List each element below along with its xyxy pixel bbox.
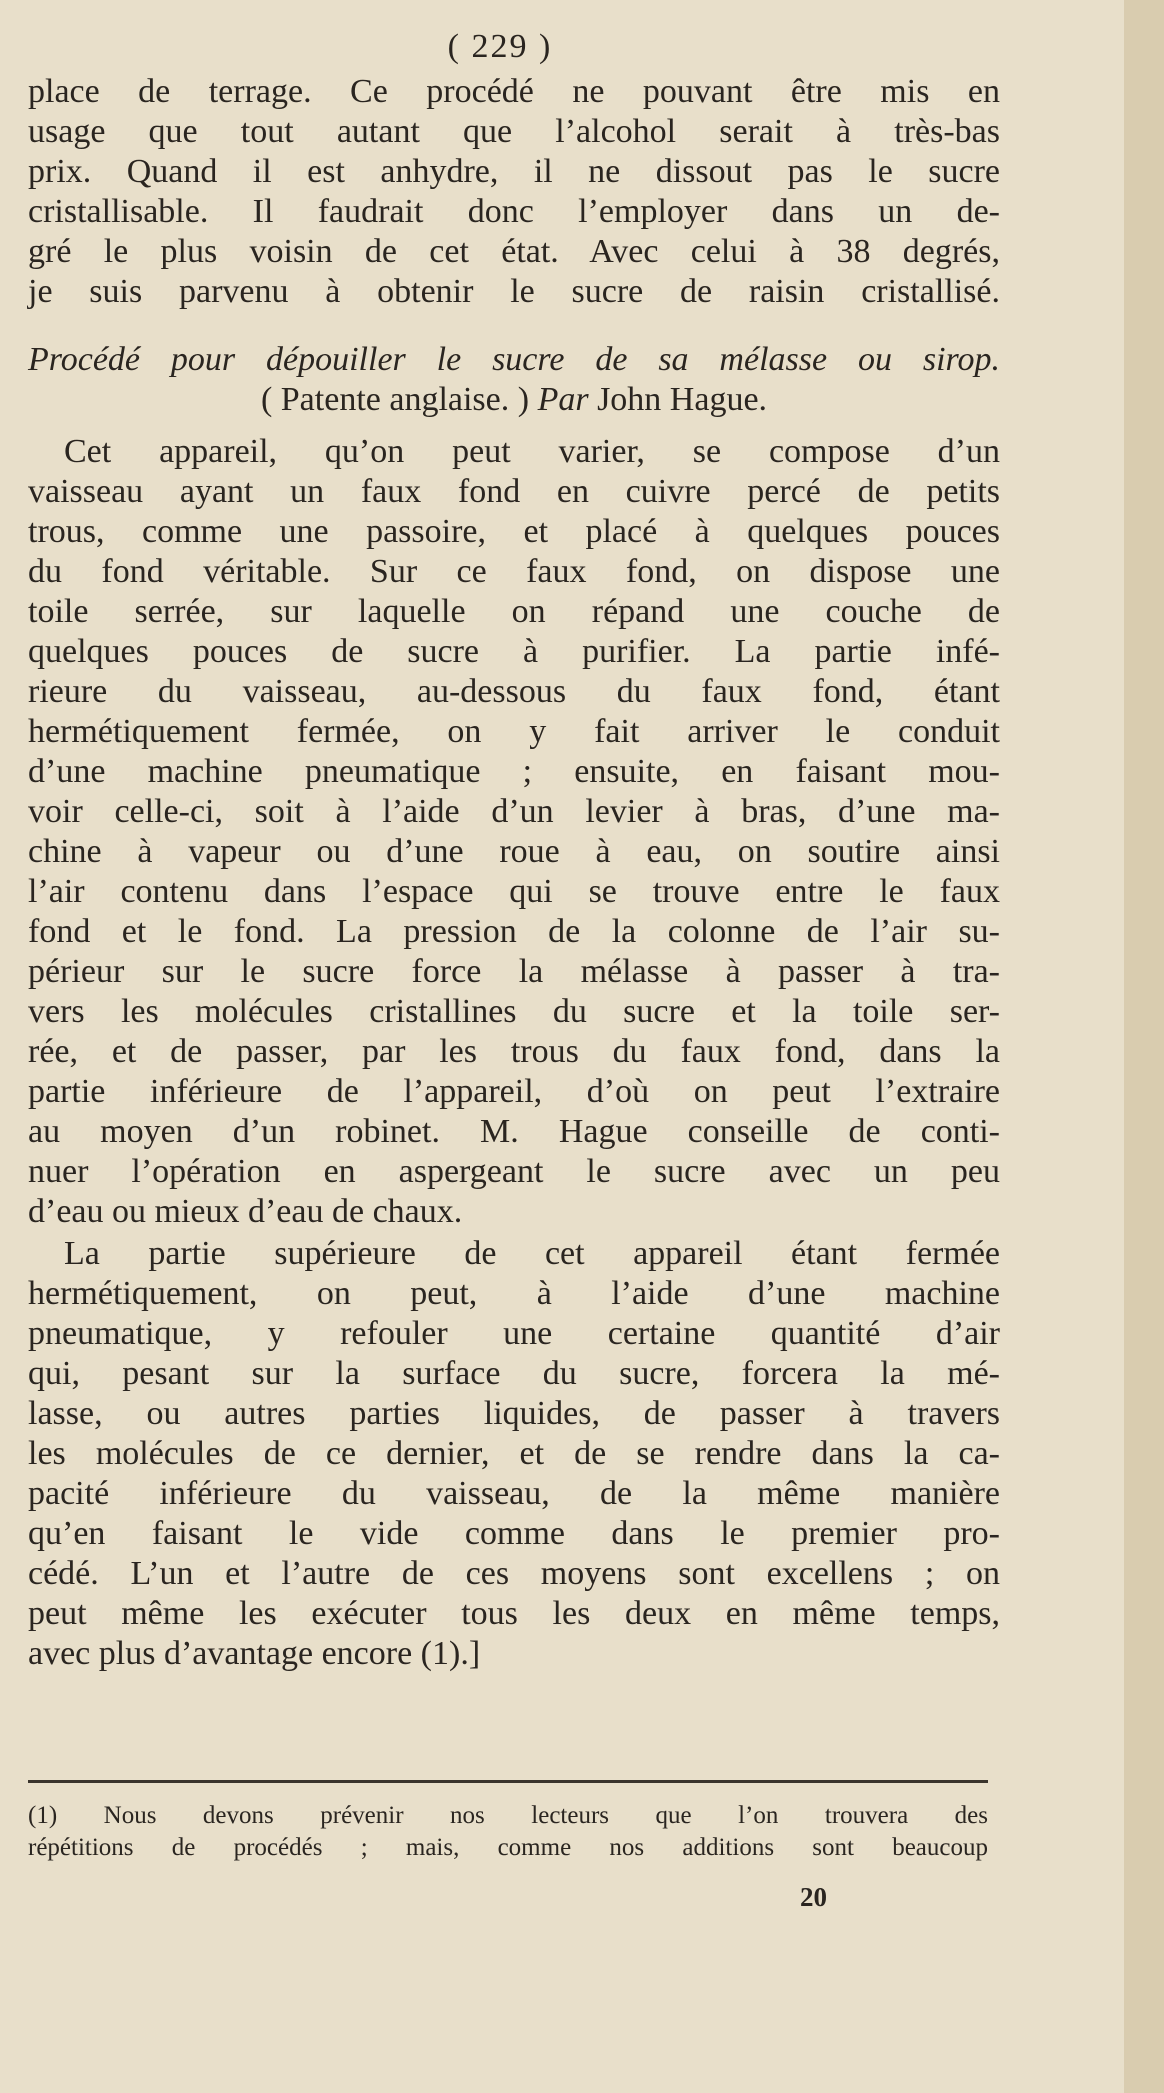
by-word: Par (537, 381, 589, 418)
text-line: hermétiquement fermée, on y fait arriver le conduit (28, 713, 1000, 750)
section-heading: Procédé pour dépouiller le sucre de sa mélasse ou sirop. (28, 341, 1000, 378)
text-line: Cet appareil, qu’on peut varier, se compose d’un (64, 433, 1000, 470)
text-line: trous, comme une passoire, et placé à quelques pouces (28, 513, 1000, 550)
text-line: d’eau ou mieux d’eau de chaux. (28, 1193, 463, 1230)
text-line: cédé. L’un et l’autre de ces moyens sont excellens ; on (28, 1555, 1000, 1592)
text-line: cristallisable. Il faudrait donc l’employer dans un de- (28, 193, 1000, 230)
text-line: je suis parvenu à obtenir le sucre de raisin cristallisé. (28, 273, 1000, 310)
author-name: John Hague. (588, 381, 768, 418)
text-line: qu’en faisant le vide comme dans le premier pro- (28, 1515, 1000, 1552)
footnote-line: (1) Nous devons prévenir nos lecteurs que l’on trouvera des (28, 1802, 988, 1829)
text-line: fond et le fond. La pression de la colonne de l’air su- (28, 913, 1000, 950)
text-line: vaisseau ayant un faux fond en cuivre percé de petits (28, 473, 1000, 510)
text-line: nuer l’opération en aspergeant le sucre avec un peu (28, 1153, 1000, 1190)
text-line: lasse, ou autres parties liquides, de passer à travers (28, 1395, 1000, 1432)
text-line: partie inférieure de l’appareil, d’où on peut l’extraire (28, 1073, 1000, 1110)
text-line: pneumatique, y refouler une certaine quantité d’air (28, 1315, 1000, 1352)
text-line: l’air contenu dans l’espace qui se trouve entre le faux (28, 873, 1000, 910)
text-line: au moyen d’un robinet. M. Hague conseille de conti- (28, 1113, 1000, 1150)
text-line: pacité inférieure du vaisseau, de la même manière (28, 1475, 1000, 1512)
text-line: chine à vapeur ou d’une roue à eau, on soutire ainsi (28, 833, 1000, 870)
footnote-line: répétitions de procédés ; mais, comme nos additions sont beaucoup (28, 1834, 988, 1861)
text-line: toile serrée, sur laquelle on répand une couche de (28, 593, 1000, 630)
text-line: vers les molécules cristallines du sucre et la toile ser- (28, 993, 1000, 1030)
text-line: périeur sur le sucre force la mélasse à passer à tra- (28, 953, 1000, 990)
page-number: ( 229 ) (447, 28, 553, 65)
text-line: place de terrage. Ce procédé ne pouvant être mis en (28, 73, 1000, 110)
text-line: rée, et de passer, par les trous du faux fond, dans la (28, 1033, 1000, 1070)
text-line: prix. Quand il est anhydre, il ne dissout pas le sucre (28, 153, 1000, 190)
text-line: usage que tout autant que l’alcohol serait à très-bas (28, 113, 1000, 150)
patent-note: ( Patente anglaise. ) (260, 381, 538, 418)
text-line: voir celle-ci, soit à l’aide d’un levier à bras, d’une ma- (28, 793, 1000, 830)
text-line: hermétiquement, on peut, à l’aide d’une machine (28, 1275, 1000, 1312)
text-line: avec plus d’avantage encore (1).] (28, 1635, 481, 1672)
text-line: d’une machine pneumatique ; ensuite, en faisant mou- (28, 753, 1000, 790)
signature-mark: 20 (800, 1882, 827, 1912)
text-line: les molécules de ce dernier, et de se rendre dans la ca- (28, 1435, 1000, 1472)
page-edge (1124, 0, 1164, 2093)
text-line: La partie supérieure de cet appareil étant fermée (64, 1235, 1000, 1272)
footnote-rule (28, 1780, 988, 1783)
section-subheading (28, 380, 1000, 420)
text-line: peut même les exécuter tous les deux en même temps, (28, 1595, 1000, 1632)
text-line: gré le plus voisin de cet état. Avec celui à 38 degrés, (28, 233, 1000, 270)
text-line: du fond véritable. Sur ce faux fond, on dispose une (28, 553, 1000, 590)
text-line: qui, pesant sur la surface du sucre, forcera la mé- (28, 1355, 1000, 1392)
text-line: quelques pouces de sucre à purifier. La partie infé- (28, 633, 1000, 670)
text-line: rieure du vaisseau, au-dessous du faux fond, étant (28, 673, 1000, 710)
